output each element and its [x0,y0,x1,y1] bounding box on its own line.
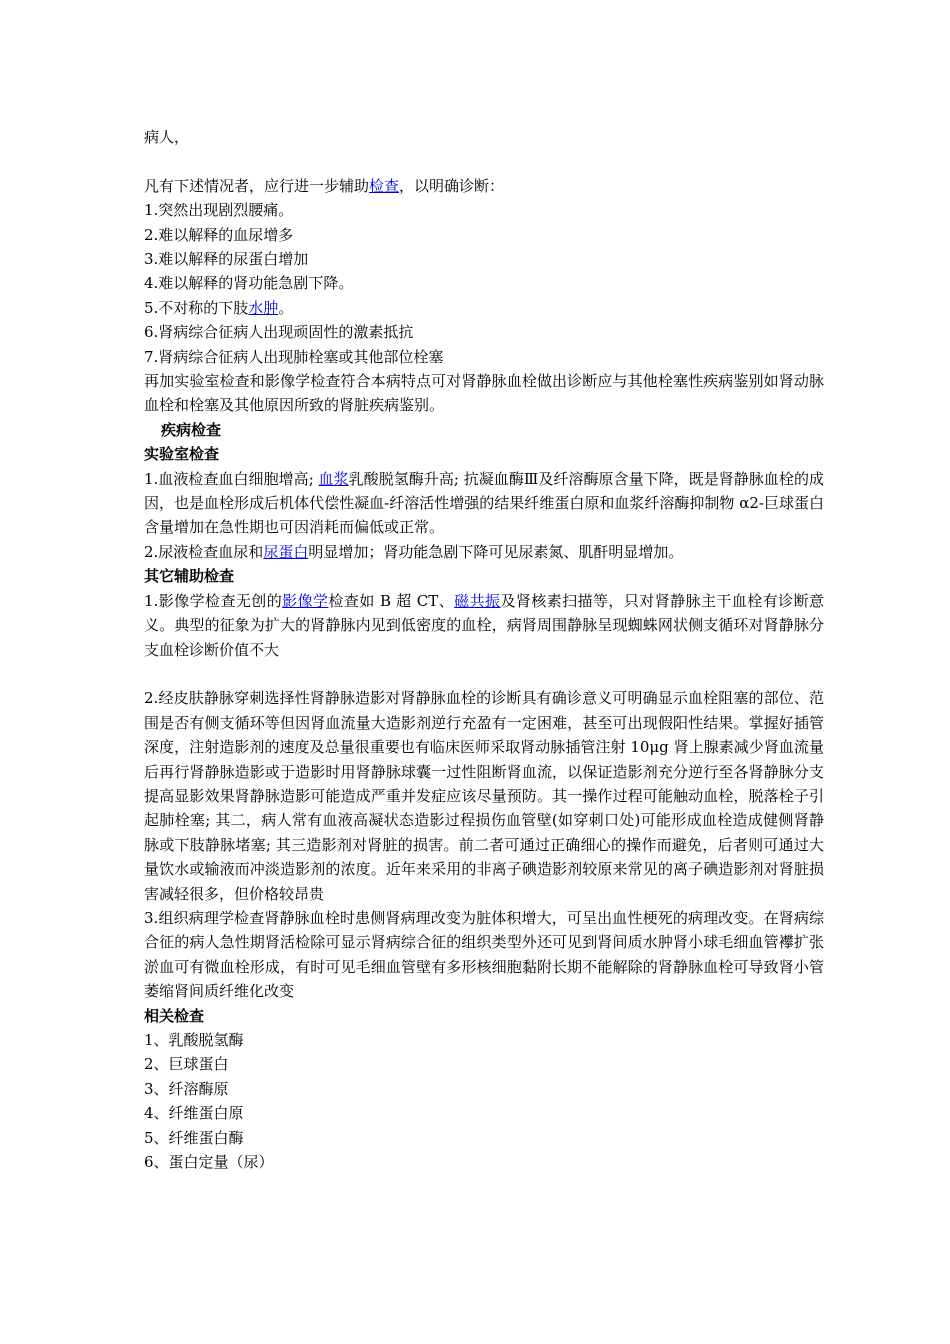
heading-disease-exam: 疾病检查 [161,420,222,439]
heading-lab-exam: 实验室检查 [144,445,220,464]
link-imaging[interactable]: 影像学 [282,591,329,610]
lab-paragraph-2 [144,540,824,564]
related-item-2: 2、巨球蛋白 [144,1055,229,1074]
lab-paragraph-1 [144,467,824,540]
blank-line [144,662,824,686]
link-exam[interactable]: 检查 [369,176,400,195]
other-paragraph-3: 3.组织病理学检查肾静脉血栓时患侧肾病理改变为脏体积增大，可呈出血性梗死的病理改变。在肾病综合征的病人急性期肾活检除可显示肾病综合征的组织类型外还可见到肾间质水肿肾小球毛细血管襻扩张淤血可有微血栓形成，有时可见毛细血管壁有多形核细胞黏附长期不能解除的肾静脉血栓可导致肾小管萎缩肾间质纤维化改变 [144,908,824,1001]
lab-p1-post: 乳酸脱氢酶升高; 抗凝血酶Ⅲ及纤溶酶原含量下降，既是肾静脉血栓的成因，也是血栓形成后机体代偿性凝血-纤溶活性增强的结果纤维蛋白原和血浆纤溶酶抑制物 α2-巨球蛋白含量增加在急性期也可因消耗而偏低或正常。 [144,469,824,537]
lab-p2-post: 明显增加；肾功能急剧下降可见尿素氮、肌酐明显增加。 [308,542,684,561]
criteria-item-6: 6.肾病综合征病人出现顽固性的激素抵抗 [144,323,414,342]
other-paragraph-2: 2.经皮肤静脉穿刺选择性肾静脉造影对肾静脉血栓的诊断具有确诊意义可明确显示血栓阻塞的部位、范围是否有侧支循环等但因肾血流量大造影剂逆行充盈有一定困难，甚至可出现假阳性结果。掌握好插管深度，注射造影剂的速度及总量很重要也有临床医师采取肾动脉插管注射 10μg 肾上腺素减少肾血流量后再行肾静脉造影或于造影时用肾静脉球囊一过性阻断肾血流，以保证造影剂充分逆行至各肾静脉分支提高显影效果肾静脉造影可能造成严重并发症应该尽量预防。其一操作过程可能触动血栓，脱落栓子引起肺栓塞; 其二，病人常有血液高凝状态造影过程损伤血管壁(如穿刺口处)可能形成血栓造成健侧肾静脉或下肢静脉堵塞; 其三造影剂对肾脏的损害。前二者可通过正确细心的操作而避免，后者则可通过大量饮水或输液而冲淡造影剂的浓度。近年来采用的非离子碘造影剂较原来常见的离子碘造影剂对肾脏损害减轻很多，但价格较昂贵 [144,689,824,903]
lab-p2-pre: 2.尿液检查血尿和 [144,542,264,561]
other-p1-a: 1.影像学检查无创的 [144,591,283,610]
other-p1-c: 及肾核素扫描等，只对肾静脉主干血栓有诊断意义。典型的征象为扩大的肾静脉内见到低密度的血栓，病肾周围静脉呈现蜘蛛网状侧支循环对肾静脉分支血栓诊断价值不大 [144,591,824,659]
criteria-item-2: 2.难以解释的血尿增多 [144,225,294,244]
link-mri[interactable]: 磁共振 [454,591,501,610]
lab-p1-pre: 1.血液检查血白细胞增高; [144,469,319,488]
link-edema[interactable]: 水肿 [248,298,279,317]
document-content [144,125,824,1174]
link-urine-protein[interactable]: 尿蛋白 [263,542,309,561]
related-item-1: 1、乳酸脱氢酶 [144,1031,244,1049]
criteria-lead-post: ，以明确诊断： [399,176,505,195]
criteria-item-5-post: 。 [278,298,294,317]
criteria-lead [144,174,824,198]
intro-line: 病人， [144,128,190,146]
link-plasma[interactable]: 血浆 [318,469,349,488]
other-p1-b: 检查如 B 超 CT、 [328,591,455,610]
other-paragraph-1 [144,589,824,662]
criteria-item-5 [144,296,824,320]
criteria-item-1: 1.突然出现剧烈腰痛。 [144,201,294,220]
related-item-6: 6、蛋白定量（尿） [144,1153,274,1172]
blank-line [144,149,824,173]
criteria-lead-pre: 凡有下述情况者，应行进一步辅助 [144,176,370,195]
heading-other-exam: 其它辅助检查 [144,567,235,586]
criteria-item-7: 7.肾病综合征病人出现肺栓塞或其他部位栓塞 [144,347,444,366]
related-item-3: 3、纤溶酶原 [144,1079,229,1098]
criteria-item-5-pre: 5.不对称的下肢 [144,298,249,317]
related-item-4: 4、纤维蛋白原 [144,1104,244,1123]
criteria-item-4: 4.难以解释的肾功能急剧下降。 [144,274,354,293]
related-item-5: 5、纤维蛋白酶 [144,1128,244,1147]
criteria-summary: 再加实验室检查和影像学检查符合本病特点可对肾静脉血栓做出诊断应与其他栓塞性疾病鉴别如肾动脉血栓和栓塞及其他原因所致的肾脏疾病鉴别。 [144,372,824,415]
criteria-item-3: 3.难以解释的尿蛋白增加 [144,250,309,269]
heading-related-exam: 相关检查 [144,1006,205,1025]
